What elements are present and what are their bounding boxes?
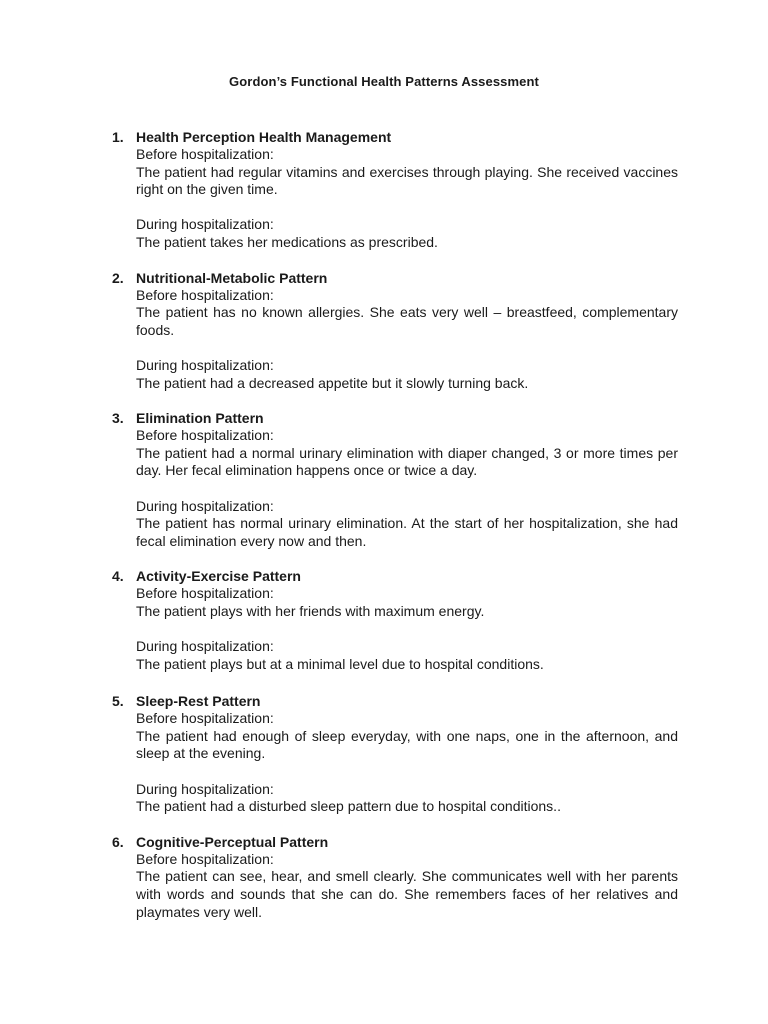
during-text: The patient had a decreased appetite but it slowly turning back. (136, 374, 529, 391)
section-number: 2. (112, 269, 124, 286)
section-heading: Sleep-Rest Pattern (136, 693, 261, 710)
during-label: During hospitalization: (136, 216, 274, 233)
before-label: Before hospitalization: (136, 146, 274, 162)
during-text: The patient had a disturbed sleep pattern due to hospital conditions.. (136, 798, 561, 815)
section-health-perception (0, 128, 768, 252)
section-nutritional-metabolic (0, 269, 768, 393)
section-body (136, 409, 678, 550)
section-body (136, 567, 678, 673)
section-body (136, 128, 678, 252)
section-number: 5. (112, 693, 124, 710)
before-label: Before hospitalization: (136, 850, 274, 867)
paragraph-gap (136, 199, 678, 217)
before-label: Before hospitalization: (136, 585, 274, 602)
before-text: The patient had enough of sleep everyday, with one naps, one in the afternoon, and sleep at the evening. (136, 727, 678, 762)
paragraph-gap (136, 339, 678, 357)
section-heading: Activity-Exercise Pattern (136, 568, 301, 585)
section-body (136, 692, 678, 816)
section-heading: Health Perception Health Management (136, 129, 392, 145)
before-label: Before hospitalization: (136, 427, 274, 444)
section-number: 3. (112, 410, 124, 427)
during-label: During hospitalization: (136, 356, 274, 373)
section-body (136, 833, 678, 921)
before-label: Before hospitalization: (136, 286, 274, 303)
assessment-list (0, 128, 768, 938)
section-number: 4. (112, 568, 124, 585)
section-body (136, 269, 678, 393)
section-cognitive-perceptual (0, 833, 768, 921)
section-sleep-rest (0, 692, 768, 816)
before-text: The patient has no known allergies. She eats very well – breastfeed, complementary foods. (136, 304, 678, 338)
section-elimination (0, 409, 768, 550)
paragraph-gap (136, 480, 678, 498)
during-label: During hospitalization: (136, 780, 274, 797)
before-text: The patient plays with her friends with maximum energy. (136, 602, 485, 619)
during-text: The patient plays but at a minimal level due to hospital conditions. (136, 655, 544, 672)
paragraph-gap (136, 763, 678, 781)
section-activity-exercise (0, 567, 768, 673)
section-number: 6. (112, 833, 124, 850)
during-label: During hospitalization: (136, 497, 274, 514)
before-text: The patient had a normal urinary elimination with diaper changed, 3 or more times per day. Her fecal elimination happens once or twice a day. (136, 444, 678, 479)
paragraph-gap (136, 620, 678, 638)
section-heading: Nutritional-Metabolic Pattern (136, 269, 328, 286)
during-label: During hospitalization: (136, 638, 274, 655)
section-number: 1. (112, 129, 124, 145)
before-text: The patient had regular vitamins and exercises through playing. She received vaccines right on the given time. (136, 163, 678, 198)
section-heading: Cognitive-Perceptual Pattern (136, 833, 329, 850)
before-label: Before hospitalization: (136, 710, 274, 727)
page-title: Gordon’s Functional Health Patterns Assessment (229, 74, 539, 89)
during-text: The patient takes her medications as prescribed. (136, 233, 438, 250)
section-heading: Elimination Pattern (136, 410, 264, 427)
before-text: The patient can see, hear, and smell clearly. She communicates well with her parents with words and sounds that she can do. She remembers faces of her relatives and playmates very well. (136, 868, 678, 920)
during-text: The patient has normal urinary elimination. At the start of her hospitalization, she had fecal elimination every now and then. (136, 515, 678, 549)
